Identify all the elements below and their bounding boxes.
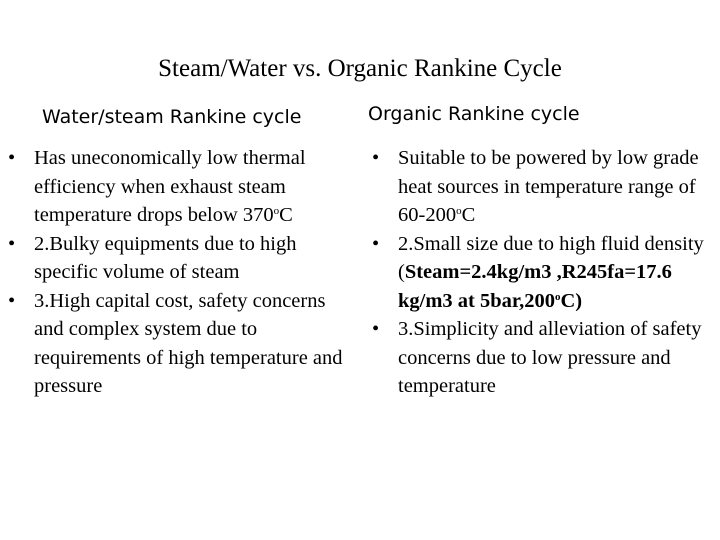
density-values: Steam=2.4kg/m3 ,R245fa=17.6 kg/m3 at 5bar,200 bbox=[398, 261, 672, 312]
degree-sup: o bbox=[555, 290, 561, 303]
list-item-text: 3.Simplicity and alleviation of safety concerns due to low pressure and temperature bbox=[398, 318, 702, 397]
density-values-tail: C) bbox=[560, 289, 583, 312]
list-item-text: 2.Small size due to high fluid density ( bbox=[398, 232, 704, 283]
list-item-text: Suitable to be powered by low grade heat sources in temperature range of 60-200 bbox=[398, 147, 699, 226]
bullet-icon: • bbox=[8, 147, 16, 169]
list-item bbox=[8, 230, 358, 287]
left-column-heading: Water/steam Rankine cycle bbox=[42, 106, 302, 128]
list-item-tail: C bbox=[279, 204, 293, 226]
list-item-tail: C bbox=[461, 204, 476, 226]
bullet-icon: • bbox=[372, 147, 380, 169]
list-item bbox=[372, 144, 714, 230]
bullet-icon: • bbox=[8, 232, 16, 255]
list-item bbox=[8, 287, 358, 401]
list-item bbox=[372, 315, 714, 401]
list-item-text: 3.High capital cost, safety concerns and complex system due to requirements of high temperature and pressure bbox=[34, 289, 343, 397]
bullet-icon: • bbox=[372, 232, 380, 255]
list-item bbox=[372, 230, 714, 316]
degree-sup: o bbox=[456, 205, 462, 217]
right-bullet-list bbox=[372, 144, 714, 401]
list-item bbox=[8, 144, 358, 230]
bullet-icon: • bbox=[8, 289, 16, 312]
slide-title: Steam/Water vs. Organic Rankine Cycle bbox=[158, 55, 562, 82]
bullet-icon: • bbox=[372, 318, 380, 340]
right-column-heading: Organic Rankine cycle bbox=[368, 103, 580, 125]
list-item-text: 2.Bulky equipments due to high specific volume of steam bbox=[34, 232, 297, 283]
left-bullet-list bbox=[8, 144, 358, 401]
list-item-text: Has uneconomically low thermal efficiency when exhaust steam temperature drops below 370 bbox=[34, 147, 306, 226]
degree-sup: o bbox=[273, 205, 280, 217]
